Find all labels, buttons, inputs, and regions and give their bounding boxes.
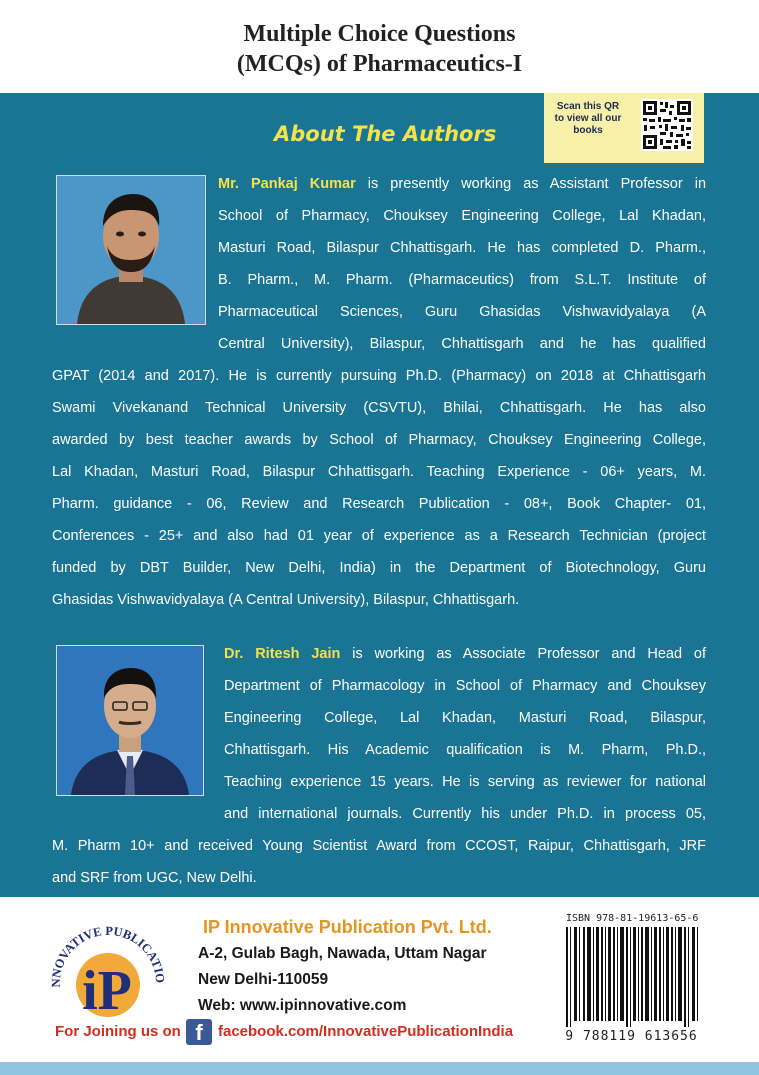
author2-photo (56, 645, 204, 796)
author1-line: GPAT (2014 and 2017). He is currently pursuing Ph.D. (Pharmacy) on 2018 at Chhattisgarh (52, 368, 706, 384)
author1-line: Swami Vivekanand Technical University (CSVTU), Bhilai, Chhattisgarh. He has also (52, 400, 706, 416)
author2-name: Dr. Ritesh Jain (224, 646, 341, 662)
logo-arc-text: NNOVATIVE PUBLICATIO (48, 923, 168, 988)
author1-line: Central University), Bilaspur, Chhattisgarh and he has qualified (218, 336, 706, 352)
barcode-digits: 9 788119 613656 (565, 1029, 698, 1044)
author1-line: awarded by best teacher awards by School of Pharmacy, Chouksey Engineering College, (52, 432, 706, 448)
publisher-logo-icon (46, 913, 170, 1037)
author2-line: M. Pharm 10+ and received Young Scientist Award from CCOST, Raipur, Chhattisgarh, JRF (52, 838, 706, 854)
title-band (0, 0, 759, 93)
book-title-line1: Multiple Choice Questions (243, 21, 516, 47)
author2-line: Teaching experience 15 years. He is serving as reviewer for national (224, 774, 706, 790)
author1-line: Ghasidas Vishwavidyalaya (A Central University), Bilaspur, Chhattisgarh. (52, 592, 520, 608)
author1-line: Pharmaceutical Sciences, Guru Ghasidas Vishwavidyalaya (A (218, 304, 706, 320)
author2-line: Department of Pharmacology in School of Pharmacy and Chouksey (224, 678, 706, 694)
author2-line: Dr. Ritesh Jain is working as Associate Professor and Head of (224, 646, 706, 662)
bottom-accent-bar (0, 1062, 759, 1075)
facebook-link[interactable]: facebook.com/InnovativePublicationIndia (218, 1023, 514, 1040)
author1-line: Pharm. guidance - 06, Review and Research Publication - 08+, Book Chapter- 01, (52, 496, 706, 512)
facebook-icon[interactable]: f (186, 1019, 212, 1045)
author1-photo (56, 175, 206, 325)
author2-line: and SRF from UGC, New Delhi. (52, 870, 257, 886)
book-title-line2: (MCQs) of Pharmaceutics-I (236, 51, 523, 77)
barcode-icon (552, 913, 711, 1045)
author2-line: Chhattisgarh. His Academic qualification is M. Pharm, Ph.D., (224, 742, 706, 758)
author2-line: Engineering College, Lal Khadan, Masturi Road, Bilaspur, (224, 710, 706, 726)
publisher-address-line2: New Delhi-110059 (198, 971, 329, 988)
isbn-label: ISBN 978-81-19613-65-6 (566, 913, 699, 924)
qr-panel (544, 93, 704, 163)
author2-line: and international journals. Currently his under Ph.D. in process 05, (224, 806, 706, 822)
join-label: For Joining us on (55, 1023, 181, 1040)
publisher-website[interactable]: Web: www.ipinnovative.com (198, 997, 407, 1014)
section-heading: About The Authors (274, 122, 497, 146)
author1-line: Lal Khadan, Masturi Road, Bilaspur Chhattisgarh. Teaching Experience - 06+ years, M. (52, 464, 706, 480)
author1-line: School of Pharmacy, Chouksey Engineering College, Lal Khadan, (218, 208, 706, 224)
author1-line: funded by DBT Builder, New Delhi, India) in the Department of Biotechnology, Guru (52, 560, 706, 576)
author1-line: Conferences - 25+ and also had 01 year of experience as a Research Technician (project (52, 528, 706, 544)
author1-line: Mr. Pankaj Kumar is presently working as Assistant Professor in (218, 176, 707, 192)
qr-code-icon[interactable] (641, 99, 693, 151)
author1-name: Mr. Pankaj Kumar (218, 176, 356, 192)
author1-line: B. Pharm., M. Pharm. (Pharmaceutics) from S.L.T. Institute of (218, 272, 706, 288)
logo-letters: iP (82, 960, 132, 1022)
author1-line: Masturi Road, Bilaspur Chhattisgarh. He has completed D. Pharm., (218, 240, 706, 256)
publisher-name: IP Innovative Publication Pvt. Ltd. (203, 917, 492, 937)
publisher-address-line1: A-2, Gulab Bagh, Nawada, Uttam Nagar (198, 945, 487, 962)
qr-caption: Scan this QR to view all our books (554, 101, 622, 136)
